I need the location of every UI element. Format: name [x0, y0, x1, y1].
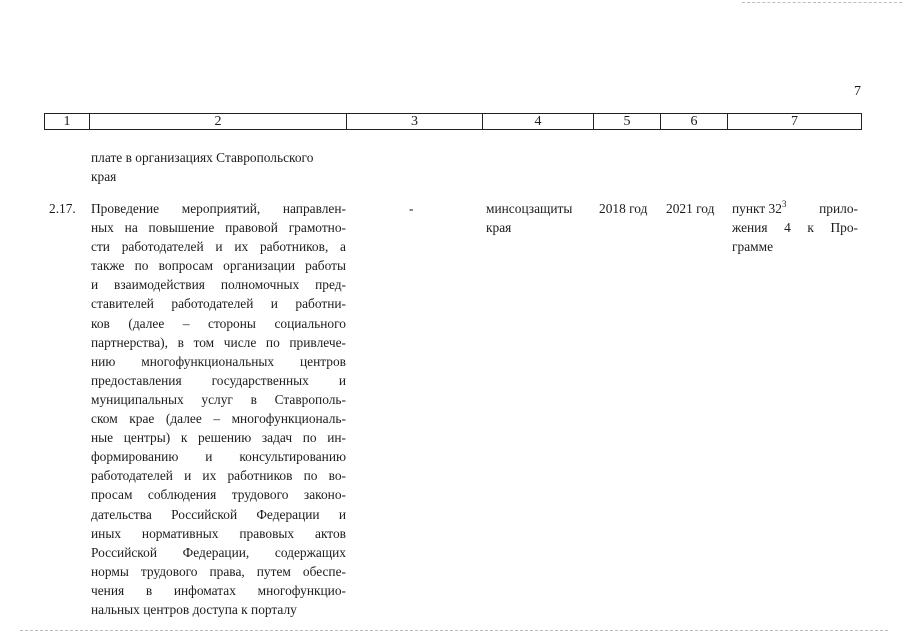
description-line: иных нормативных правовых актов: [91, 525, 346, 541]
page-number: 7: [854, 84, 861, 99]
header-col-2: 2: [90, 114, 347, 129]
header-col-7: 7: [791, 114, 798, 129]
description-line: формированию и консультированию: [91, 449, 346, 465]
reference-suffix: прило-: [819, 201, 858, 216]
continuation-line: плате в организациях Ставропольского: [91, 150, 314, 165]
executor-line: минсоцзащиты: [486, 201, 573, 216]
description-line: ставителей работодателей и работни-: [91, 296, 346, 312]
header-col-5: 5: [594, 114, 661, 129]
previous-row-continuation: [91, 148, 361, 186]
row-col3-dash: -: [409, 201, 414, 216]
row-executor: [486, 199, 594, 237]
header-col-6: 6: [661, 114, 728, 129]
reference-line-3: грамме: [732, 239, 774, 255]
bottom-edge-rule: [20, 630, 888, 631]
description-line: чения в инфоматах многофункцио-: [91, 582, 346, 598]
reference-prefix: пункт 32: [732, 201, 782, 216]
row-end-year: 2021 год: [666, 201, 715, 216]
header-col-1: 1: [45, 114, 90, 129]
top-edge-rule: [742, 2, 902, 3]
header-col-3: 3: [347, 114, 483, 129]
table-header-numbering: [44, 113, 862, 130]
description-line: также по вопросам организации работы: [91, 258, 346, 274]
description-line: ском крае (далее – многофункциональ-: [91, 411, 346, 427]
reference-superscript: 3: [781, 199, 787, 209]
row-program-reference: [732, 199, 858, 256]
executor-line: края: [486, 220, 512, 236]
reference-line-2: жения 4 к Про-: [732, 220, 858, 236]
description-line: ков (далее – стороны социального: [91, 315, 346, 331]
description-line: Российской Федерации, содержащих: [91, 544, 346, 560]
description-line: партнерства), в том числе по привлече-: [91, 334, 346, 350]
description-line: нию многофункциональных центров: [91, 353, 346, 369]
continuation-line: края: [91, 169, 117, 185]
description-line: работодателей и их работников по во-: [91, 468, 346, 484]
row-number: 2.17.: [49, 201, 76, 216]
description-line: и взаимодействия полномочных пред-: [91, 277, 346, 293]
row-description: [91, 199, 346, 619]
description-line: Проведение мероприятий, направлен-: [91, 201, 346, 216]
description-line: нальных центров доступа к порталу: [91, 601, 297, 617]
description-line: сти работодателей и их работников, а: [91, 239, 346, 255]
description-line: просам соблюдения трудового законо-: [91, 487, 346, 503]
row-start-year: 2018 год: [599, 201, 648, 216]
description-line: нормы трудового права, путем обеспе-: [91, 563, 346, 579]
description-line: ных на повышение правовой грамотно-: [91, 220, 346, 236]
header-col-4: 4: [483, 114, 594, 129]
description-line: ные центры) к решению задач по ин-: [91, 430, 346, 446]
description-line: дательства Российской Федерации и: [91, 506, 346, 522]
description-line: предоставления государственных и: [91, 372, 346, 388]
description-line: муниципальных услуг в Ставрополь-: [91, 391, 346, 407]
